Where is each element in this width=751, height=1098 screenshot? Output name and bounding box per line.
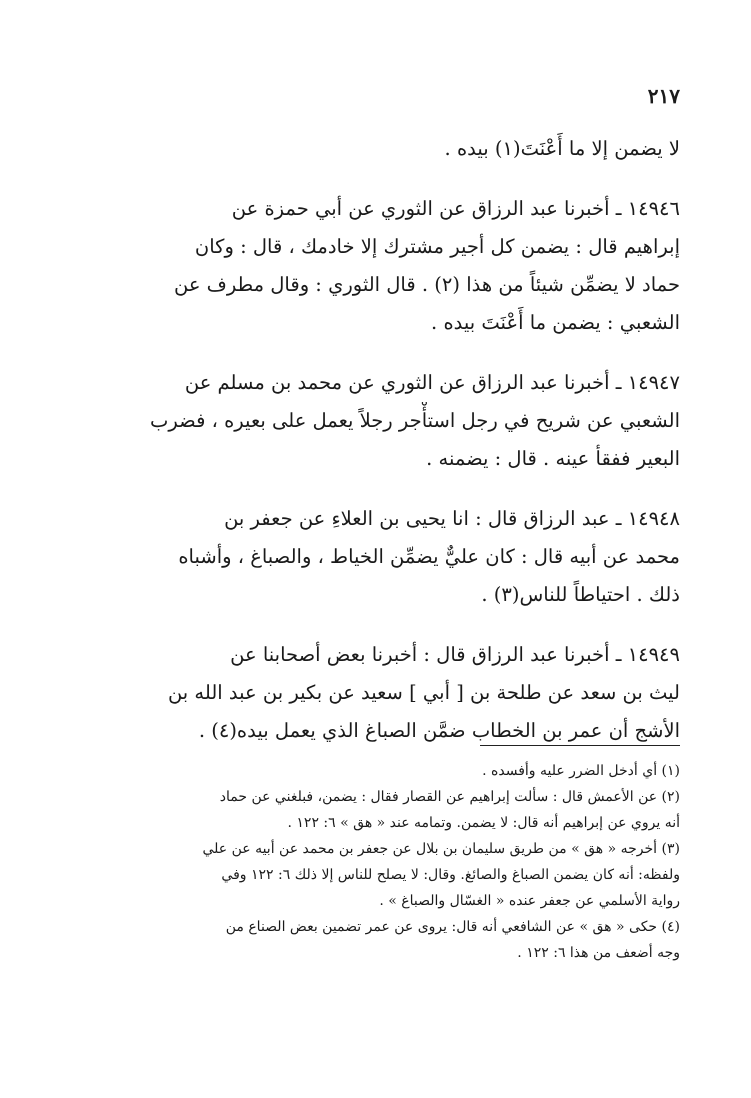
footnote-2 [160,784,680,836]
text-line: ليث بن سعد عن طلحة بن [ أبي ] سعيد عن بكير بن عبد الله بن [167,681,680,704]
footnote-line: أنه يروي عن إبراهيم أنه قال: لا يضمن. وتمامه عند « هق » ٦: ١٢٢ . [287,815,680,831]
text-line: الشعبي : يضمن ما أَعْنَتَ بيده . [431,311,680,334]
text-line: البعير ففقأ عينه . قال : يضمنه . [426,447,680,470]
footnotes [160,758,680,966]
text-line: لا يضمن إلا ما أَعْنَتَ(١) بيده . [444,137,680,160]
footnote-line: وجه أضعف من هذا ٦: ١٢٢ . [517,945,680,961]
footnote-divider [480,745,680,746]
footnote-line: ولفظه: أنه كان يضمن الصباغ والصائغ. وقال: لا يصلح للناس إلا ذلك ٦: ١٢٢ وفي [221,867,680,883]
footnote-line: (٣) أخرجه « هق » من طريق سليمان بن بلال عن جعفر بن محمد عن أبيه عن علي [202,841,680,857]
paragraph-14946 [150,190,680,342]
footnote-line: (١) أي أدخل الضرر عليه وأفسده . [482,763,680,779]
footnote-1 [160,758,680,784]
footnote-3 [160,836,680,914]
text-line: حماد لا يضمِّن شيئاً من هذا (٢) . قال الثوري : وقال مطرف عن [173,273,680,296]
footnote-line: (٢) عن الأعمش قال : سألت إبراهيم عن القصار فقال : يضمن، فبلغني عن حماد [219,789,680,805]
page-number: ٢١٧ [647,84,680,108]
paragraph-continuation [150,130,680,168]
paragraph-14947 [150,364,680,478]
text-line: ذلك . احتياطاً للناس(٣) . [481,583,680,606]
footnote-4 [160,914,680,966]
footnote-line: (٤) حكى « هق » عن الشافعي أنه قال: يروى عن عمر تضمين بعض الصناع من [225,919,680,935]
text-line: الشعبي عن شريح في رجل استأْجر رجلاً يعمل على بعيره ، فضرب [150,409,680,432]
text-line: محمد عن أبيه قال : كان عليٌّ يضمِّن الخياط ، والصباغ ، وأشباه [178,545,680,568]
footnote-line: رواية الأسلمي عن جعفر عنده « الغسّال والصباغ » . [379,893,680,909]
paragraph-14949 [150,636,680,750]
text-line: ١٤٩٤٩ ـ أخبرنا عبد الرزاق قال : أخبرنا بعض أصحابنا عن [230,643,680,666]
text-line: إبراهيم قال : يضمن كل أجير مشترك إلا خادمك ، قال : وكان [194,235,680,258]
text-line: الأشج أن عمر بن الخطاب ضمَّن الصباغ الذي يعمل بيده(٤) . [198,719,680,742]
text-line: ١٤٩٤٨ ـ عبد الرزاق قال : انا يحيى بن العلاءِ عن جعفر بن [224,507,680,530]
paragraph-14948 [150,500,680,614]
text-line: ١٤٩٤٧ ـ أخبرنا عبد الرزاق عن الثوري عن محمد بن مسلم عن [184,371,680,394]
main-text [150,84,680,772]
text-line: ١٤٩٤٦ ـ أخبرنا عبد الرزاق عن الثوري عن أبي حمزة عن [231,197,680,220]
